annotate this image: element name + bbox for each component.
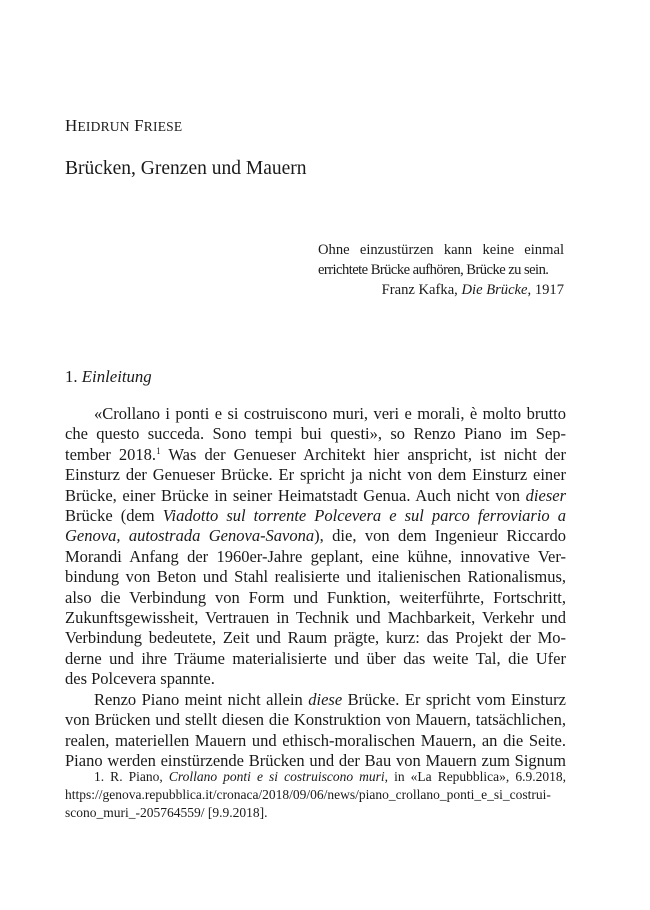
author-name [65, 116, 182, 136]
text-line: Zukunftsgewissheit, Vertrauen in Technik und Machbarkeit, Verkehr und [65, 608, 566, 628]
text-line: Einsturz der Genueser Brücke. Er spricht ja nicht von dem Einsturz einer [65, 465, 566, 485]
epigraph-line: Ohne einzustürzen kann keine einmal [318, 242, 564, 258]
text-line: «Crollano i ponti e si costruiscono muri, veri e morali, è molto brutto [94, 404, 566, 423]
text-line: also die Verbindung von Form und Funktion, weiterführte, Fortschritt, [65, 587, 566, 607]
author-last-initial: F [134, 116, 144, 135]
footnote-url[interactable]: https://genova.repubblica.it/cronaca/2018/09/06/news/piano_crollano_ponti_e_si_costrui- [65, 786, 551, 802]
author-last-rest: RIESE [143, 119, 183, 134]
epigraph-citation: Franz Kafka, Die Brücke, 1917 [381, 282, 564, 298]
text-line: Renzo Piano meint nicht allein diese Brücke. Er spricht vom Einsturz [94, 689, 566, 709]
text-line: Morandi Anfang der 1960er-Jahre geplant, eine kühne, innovative Ver- [65, 546, 566, 566]
footnote-line: scono_muri_-205764559/ [9.9.2018]. [65, 804, 268, 820]
epigraph [318, 240, 564, 300]
epigraph-line: errichtete Brücke aufhören, Brücke zu sein. [318, 262, 549, 278]
text-line: Brücke (dem Viadotto sul torrente Polcevera e sul parco ferroviario a [65, 506, 566, 526]
author-first-initial: H [65, 116, 78, 135]
text-line: derne und ihre Träume materialisierte und über das weite Tal, die Ufer [65, 648, 566, 668]
chapter-title: Brücken, Grenzen und Mauern [65, 158, 307, 179]
section-heading: 1. Einleitung [65, 367, 152, 386]
text-line: che questo succeda. Sono tempi bui questi», so Renzo Piano im Sep- [65, 424, 566, 444]
text-line: Brücke, einer Brücke in seiner Heimatstadt Genua. Auch nicht von dieser [65, 485, 566, 505]
text-line: Piano werden einstürzende Brücken und der Bau von Mauern zum Signum [65, 750, 566, 770]
author-first-rest: EIDRUN [77, 119, 130, 134]
body-text [65, 404, 566, 771]
text-line: Verbindung bedeutete, Zeit und Raum prägte, kurz: das Projekt der Mo- [65, 628, 566, 648]
text-line: bindung von Beton und Stahl realisierte und italienischen Rationalismus, [65, 567, 566, 587]
footnote-ref[interactable]: 1 [156, 445, 161, 456]
text-line: von Brücken und stellt diesen die Konstruktion von Mauern, tatsächlichen, [65, 710, 566, 730]
text-line: des Polcevera spannte. [65, 669, 215, 689]
text-line: tember 2018.$^1$ Was der Genueser Architekt hier anspricht, ist nicht der [65, 444, 566, 464]
text-line: Genova, autostrada Genova-Savona), die, von dem Ingenieur Riccardo [65, 526, 566, 546]
footnote-line: 1. R. Piano, Crollano ponti e si costruiscono muri, in «La Repubblica», 6.9.2018, [94, 769, 566, 784]
text-line: realen, materiellen Mauern und ethisch-moralischen Mauern, an die Seite. [65, 730, 566, 750]
footnote [65, 768, 566, 821]
